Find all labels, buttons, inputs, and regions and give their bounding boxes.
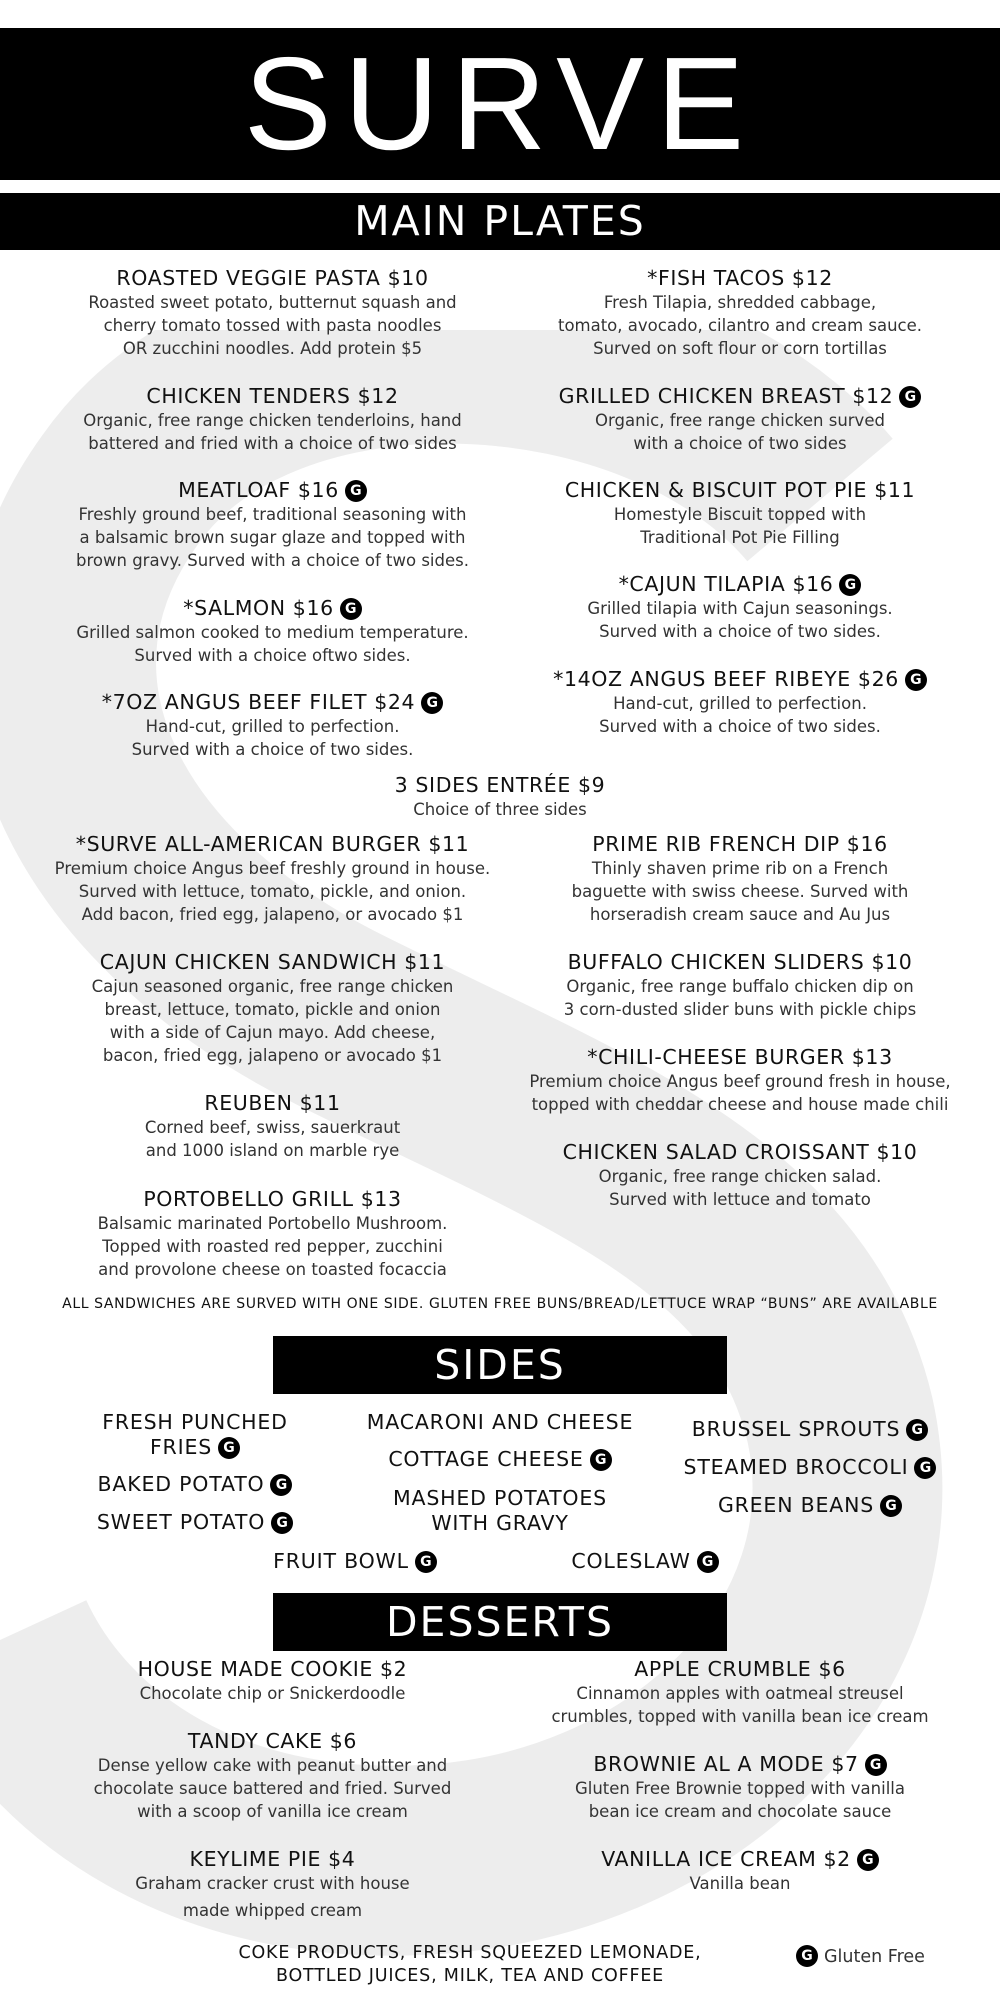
gluten-free-icon: G <box>839 574 861 596</box>
side-label: BAKED POTATO <box>97 1472 265 1496</box>
side-label: COTTAGE CHEESE <box>388 1447 584 1471</box>
item-desc: Fresh Tilapia, shredded cabbage, <box>603 293 877 312</box>
side-item <box>60 1410 330 1460</box>
gluten-free-icon: G <box>914 1457 936 1479</box>
item-desc: Chocolate chip or Snickerdoodle <box>139 1684 406 1703</box>
side-item <box>60 1510 330 1535</box>
item-title: ROASTED VEGGIE PASTA $10 <box>116 266 429 290</box>
side-item <box>660 1493 960 1518</box>
side-item <box>60 1472 330 1497</box>
gluten-free-icon: G <box>590 1449 612 1471</box>
item-desc: Roasted sweet potato, butternut squash and <box>88 293 457 312</box>
item-desc: with a side of Cajun mayo. Add cheese, <box>109 1023 436 1042</box>
item-desc: battered and fried with a choice of two sides <box>88 434 457 453</box>
item-title: *14OZ ANGUS BEEF RIBEYE $26 <box>553 667 899 691</box>
item-desc: and 1000 island on marble rye <box>145 1141 400 1160</box>
gluten-free-icon: G <box>271 1512 293 1534</box>
side-item <box>340 1486 660 1536</box>
item-desc: cherry tomato tossed with pasta noodles <box>103 316 442 335</box>
item-desc: breast, lettuce, tomato, pickle and onion <box>104 1000 441 1019</box>
side-item <box>340 1410 660 1435</box>
gluten-free-icon: G <box>906 1419 928 1441</box>
menu-item <box>40 1186 505 1281</box>
item-title: VANILLA ICE CREAM $2 <box>601 1847 851 1871</box>
item-desc: Surved on soft flour or corn tortillas <box>593 339 887 358</box>
item-desc: bacon, fried egg, jalapeno or avocado $1 <box>102 1046 443 1065</box>
item-desc: Graham cracker crust with house <box>135 1874 410 1893</box>
side-label: BRUSSEL SPROUTS <box>691 1417 901 1441</box>
gluten-free-icon: G <box>421 692 443 714</box>
menu-item <box>505 477 975 549</box>
menu-item <box>40 831 505 926</box>
side-item <box>230 1549 480 1574</box>
item-desc: and provolone cheese on toasted focaccia <box>98 1260 447 1279</box>
gluten-free-icon: G <box>899 386 921 408</box>
drinks-line: BOTTLED JUICES, MILK, TEA AND COFFEE <box>275 1966 665 1986</box>
item-desc: with a scoop of vanilla ice cream <box>137 1802 408 1821</box>
gluten-free-icon: G <box>270 1474 292 1496</box>
logo: SURVE <box>243 30 757 177</box>
side-label: FRESH PUNCHED <box>102 1410 288 1434</box>
item-desc: Premium choice Angus beef ground fresh in house, <box>529 1072 951 1091</box>
side-label: MACARONI AND CHEESE <box>366 1410 634 1434</box>
item-title: TANDY CAKE $6 <box>187 1729 358 1753</box>
item-desc: Homestyle Biscuit topped with <box>613 505 867 524</box>
item-desc: Choice of three sides <box>413 800 587 819</box>
gluten-free-icon: G <box>905 669 927 691</box>
menu-item <box>505 265 975 360</box>
item-title: CAJUN CHICKEN SANDWICH $11 <box>99 950 446 974</box>
item-desc: crumbles, topped with vanilla bean ice cream <box>551 1707 929 1726</box>
item-title: *FISH TACOS $12 <box>647 266 833 290</box>
menu-item <box>505 1751 975 1823</box>
item-title: MEATLOAF $16 <box>178 478 339 502</box>
sandwich-note: ALL SANDWICHES ARE SURVED WITH ONE SIDE. GLUTEN FREE BUNS/BREAD/LETTUCE WRAP “BUNS” ARE AVAILABLE <box>62 1296 938 1312</box>
item-desc: made whipped cream <box>182 1901 363 1920</box>
item-desc: Surved with a choice of two sides. <box>599 622 881 641</box>
item-desc: Thinly shaven prime rib on a French <box>591 859 889 878</box>
item-desc: Organic, free range chicken salad. <box>598 1167 882 1186</box>
item-desc: horseradish cream sauce and Au Jus <box>589 905 891 924</box>
legend-label: Gluten Free <box>824 1947 925 1967</box>
menu-item <box>505 571 975 643</box>
item-desc: brown gravy. Surved with a choice of two sides. <box>76 551 469 570</box>
item-title: *7OZ ANGUS BEEF FILET $24 <box>101 690 416 714</box>
item-desc: Organic, free range chicken tenderloins, hand <box>83 411 462 430</box>
item-title: APPLE CRUMBLE $6 <box>634 1657 846 1681</box>
menu-item <box>505 949 975 1021</box>
item-desc: bean ice cream and chocolate sauce <box>588 1802 892 1821</box>
menu-item <box>505 1044 975 1116</box>
menu-item <box>40 949 505 1067</box>
menu-item <box>505 1139 975 1211</box>
side-label: COLESLAW <box>571 1549 691 1573</box>
item-title: CHICKEN TENDERS $12 <box>146 384 399 408</box>
item-title: 3 SIDES ENTRÉE $9 <box>394 773 606 797</box>
item-desc: Dense yellow cake with peanut butter and <box>97 1756 448 1775</box>
item-desc: Topped with roasted red pepper, zucchini <box>102 1237 443 1256</box>
side-label: SWEET POTATO <box>96 1510 266 1534</box>
item-desc: Vanilla bean <box>689 1874 791 1893</box>
side-label: STEAMED BROCCOLI <box>683 1455 909 1479</box>
side-item <box>520 1549 770 1574</box>
item-desc: baguette with swiss cheese. Surved with <box>571 882 909 901</box>
gluten-free-icon: G <box>796 1945 818 1967</box>
menu-item <box>505 1656 975 1728</box>
item-title: *CAJUN TILAPIA $16 <box>618 572 834 596</box>
item-title: *SALMON $16 <box>183 596 334 620</box>
item-title: *SURVE ALL-AMERICAN BURGER $11 <box>75 832 470 856</box>
item-title: BROWNIE AL A MODE $7 <box>593 1752 859 1776</box>
menu-item <box>40 383 505 455</box>
item-title: BUFFALO CHICKEN SLIDERS $10 <box>567 950 913 974</box>
side-label: MASHED POTATOES <box>393 1486 607 1510</box>
item-title: REUBEN $11 <box>204 1091 341 1115</box>
item-title: CHICKEN & BISCUIT POT PIE $11 <box>564 478 916 502</box>
menu-item <box>40 595 505 667</box>
item-desc: OR zucchini noodles. Add protein $5 <box>122 339 423 358</box>
side-label: FRUIT BOWL <box>273 1549 409 1573</box>
gluten-free-icon: G <box>218 1437 240 1459</box>
item-title: PRIME RIB FRENCH DIP $16 <box>592 832 888 856</box>
item-desc: Premium choice Angus beef freshly ground in house. <box>54 859 491 878</box>
item-desc: Organic, free range chicken surved <box>595 411 885 430</box>
gluten-free-icon: G <box>345 480 367 502</box>
menu-item-entree <box>250 772 750 821</box>
item-desc: topped with cheddar cheese and house made chili <box>531 1095 949 1114</box>
item-desc: Surved with lettuce and tomato <box>609 1190 871 1209</box>
gluten-free-icon: G <box>415 1551 437 1573</box>
side-item <box>660 1455 960 1480</box>
side-item <box>340 1447 660 1472</box>
item-desc: Surved with a choice oftwo sides. <box>134 646 411 665</box>
side-label: WITH GRAVY <box>431 1511 569 1535</box>
item-desc: Grilled salmon cooked to medium temperature. <box>76 623 469 642</box>
item-desc: Hand-cut, grilled to perfection. <box>613 694 867 713</box>
item-title: HOUSE MADE COOKIE $2 <box>137 1657 408 1681</box>
item-desc: Surved with lettuce, tomato, pickle, and onion. <box>78 882 467 901</box>
menu-item <box>40 477 505 572</box>
menu-item <box>40 1656 505 1705</box>
menu-item <box>40 1090 505 1162</box>
gluten-free-icon: G <box>865 1754 887 1776</box>
drinks-line: COKE PRODUCTS, FRESH SQUEEZED LEMONADE, <box>238 1943 702 1963</box>
item-desc: Organic, free range buffalo chicken dip on <box>566 977 914 996</box>
side-item <box>660 1417 960 1442</box>
menu-item <box>40 689 505 761</box>
item-desc: 3 corn-dusted slider buns with pickle chips <box>563 1000 917 1019</box>
gluten-free-legend <box>796 1945 925 1967</box>
item-desc: Hand-cut, grilled to perfection. <box>145 717 400 736</box>
item-desc: a balsamic brown sugar glaze and topped with <box>79 528 466 547</box>
menu-item <box>505 831 975 926</box>
item-title: CHICKEN SALAD CROISSANT $10 <box>562 1140 918 1164</box>
drinks-list <box>200 1942 740 1988</box>
item-desc: Add bacon, fried egg, jalapeno, or avocado $1 <box>81 905 464 924</box>
desserts-heading: DESSERTS <box>273 1593 727 1651</box>
menu-item <box>40 265 505 360</box>
item-desc: chocolate sauce battered and fried. Surved <box>93 1779 452 1798</box>
menu-item <box>40 1728 505 1823</box>
gluten-free-icon: G <box>880 1495 902 1517</box>
item-desc: Gluten Free Brownie topped with vanilla <box>574 1779 905 1798</box>
menu-item <box>505 1846 975 1895</box>
item-desc: tomato, avocado, cilantro and cream sauce. <box>557 316 923 335</box>
sides-heading: SIDES <box>273 1336 727 1394</box>
header-bar <box>0 28 1000 180</box>
menu-item <box>505 666 975 738</box>
menu-item <box>505 383 975 455</box>
item-desc: Grilled tilapia with Cajun seasonings. <box>587 599 893 618</box>
menu-item <box>40 1846 505 1922</box>
item-title: KEYLIME PIE $4 <box>189 1847 356 1871</box>
item-desc: Surved with a choice of two sides. <box>599 717 881 736</box>
item-desc: Surved with a choice of two sides. <box>131 740 414 759</box>
item-desc: with a choice of two sides <box>633 434 847 453</box>
item-title: PORTOBELLO GRILL $13 <box>143 1187 402 1211</box>
item-desc: Balsamic marinated Portobello Mushroom. <box>97 1214 448 1233</box>
gluten-free-icon: G <box>857 1849 879 1871</box>
item-desc: Corned beef, swiss, sauerkraut <box>144 1118 401 1137</box>
item-title: *CHILI-CHEESE BURGER $13 <box>587 1045 893 1069</box>
gluten-free-icon: G <box>340 598 362 620</box>
gluten-free-icon: G <box>697 1551 719 1573</box>
main-plates-heading: MAIN PLATES <box>0 193 1000 250</box>
item-desc: Freshly ground beef, traditional seasoning with <box>78 505 467 524</box>
side-label: GREEN BEANS <box>717 1493 875 1517</box>
item-title: GRILLED CHICKEN BREAST $12 <box>558 384 894 408</box>
item-desc: Traditional Pot Pie Filling <box>640 528 840 547</box>
side-label: FRIES <box>149 1435 213 1459</box>
item-desc: Cajun seasoned organic, free range chicken <box>91 977 454 996</box>
item-desc: Cinnamon apples with oatmeal streusel <box>576 1684 904 1703</box>
